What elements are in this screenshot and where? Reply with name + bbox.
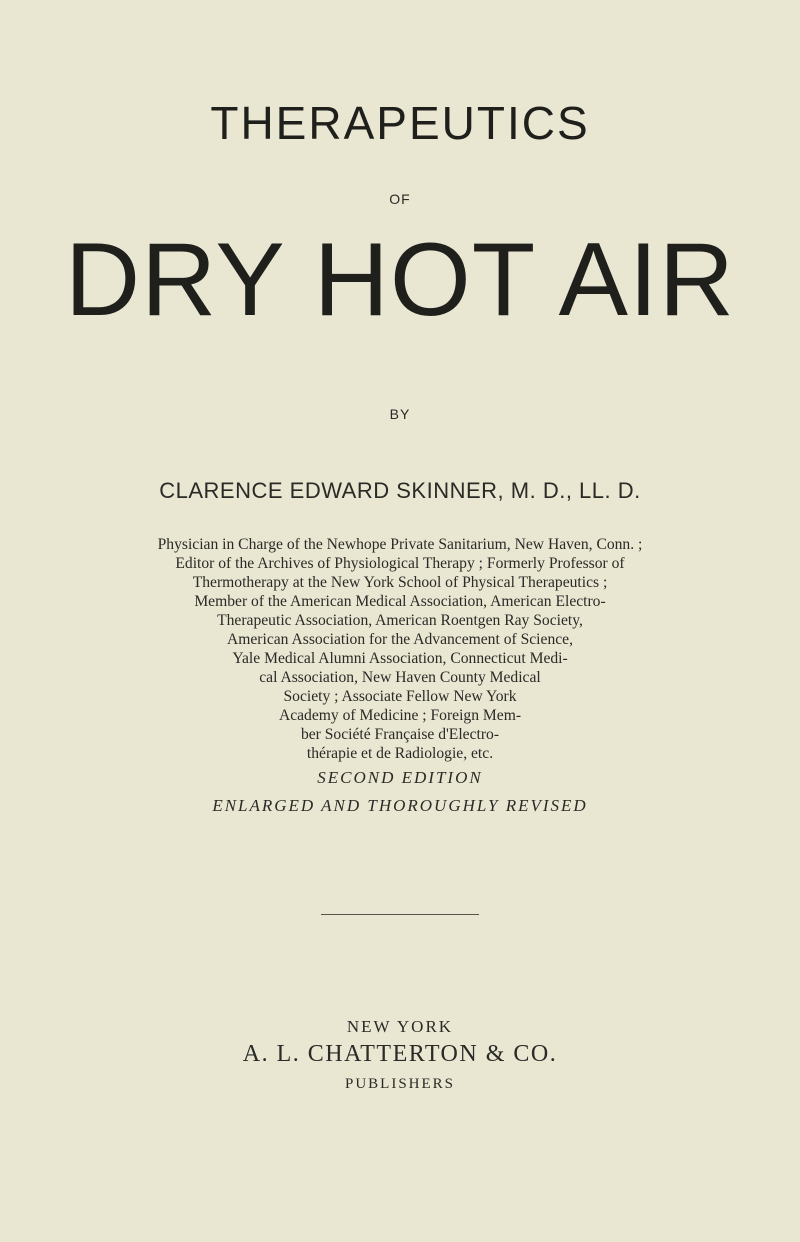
- author-name: CLARENCE EDWARD SKINNER, M. D., LL. D.: [159, 478, 641, 503]
- imprint-publishers-label: PUBLISHERS: [344, 1076, 456, 1092]
- credentials-line: Therapeutic Association, American Roentgen Ray Society,: [217, 612, 583, 629]
- credentials-line: Physician in Charge of the Newhope Private Sanitarium, New Haven, Conn. ;: [157, 536, 643, 553]
- credentials-line: Thermotherapy at the New York School of Physical Therapeutics ;: [192, 574, 608, 591]
- credentials-line: Member of the American Medical Association, American Electro-: [194, 593, 606, 610]
- credentials-line: Yale Medical Alumni Association, Connecticut Medi-: [232, 650, 568, 667]
- divider-rule: [321, 914, 479, 915]
- edition-statement: SECOND EDITION: [317, 768, 483, 787]
- imprint-publisher: A. L. CHATTERTON & CO.: [242, 1041, 558, 1067]
- credentials-line: Academy of Medicine ; Foreign Mem-: [278, 707, 522, 724]
- credentials-line: cal Association, New Haven County Medical: [259, 669, 541, 686]
- title-line-dry-hot-air: DRY HOT AIR: [65, 222, 735, 338]
- credentials-line: thérapie et de Radiologie, etc.: [306, 745, 494, 762]
- credentials-line: ber Société Française d'Electro-: [300, 726, 500, 743]
- credentials-line: Society ; Associate Fellow New York: [283, 688, 517, 705]
- author-credentials: [80, 535, 720, 763]
- credentials-line: Editor of the Archives of Physiological Therapy ; Formerly Professor of: [175, 555, 625, 572]
- credentials-line: American Association for the Advancement of Science,: [227, 631, 573, 648]
- imprint-city: NEW YORK: [346, 1017, 454, 1036]
- edition-revision-note: ENLARGED AND THOROUGHLY REVISED: [212, 796, 588, 815]
- connector-of: OF: [389, 191, 411, 207]
- by-label: BY: [389, 406, 411, 422]
- title-line-therapeutics: THERAPEUTICS: [210, 97, 590, 149]
